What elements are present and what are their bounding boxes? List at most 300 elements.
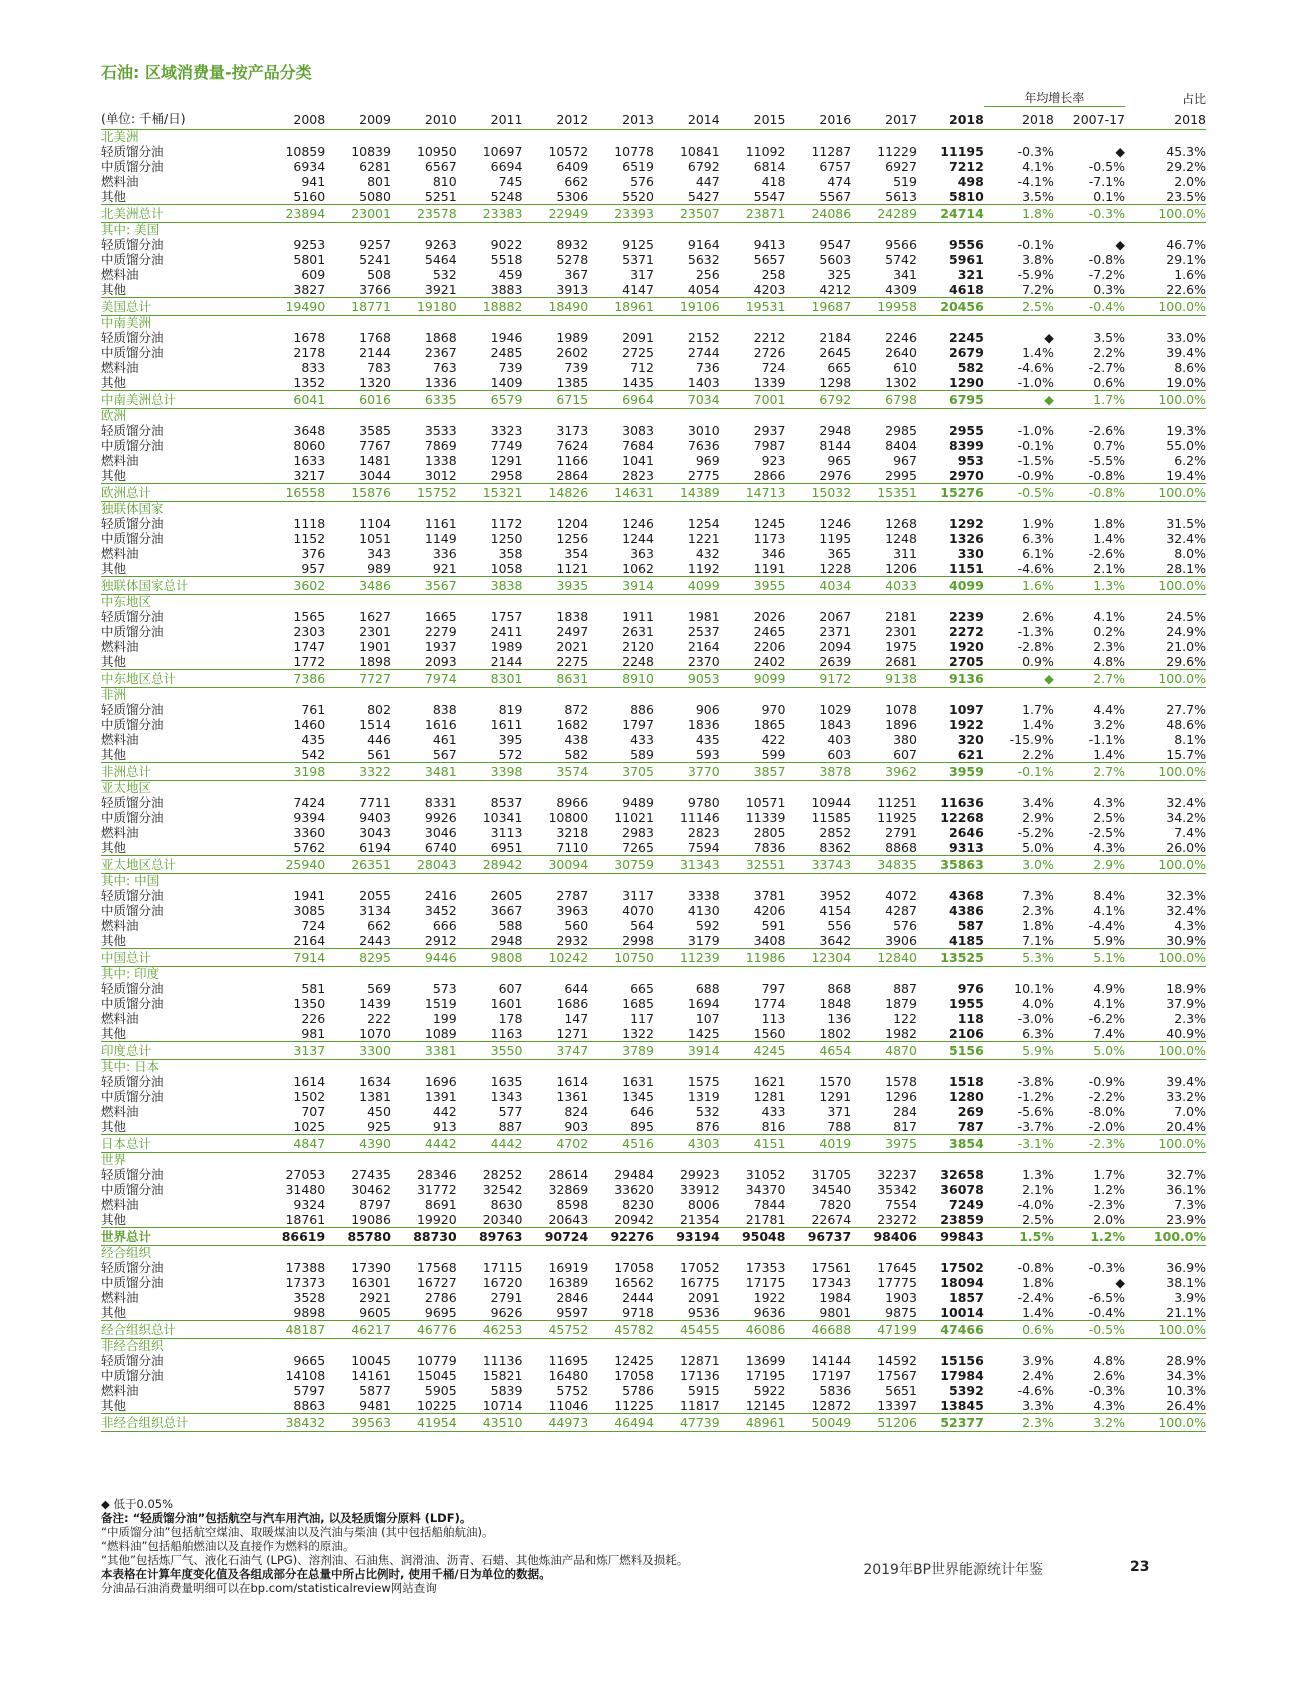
value-cell: 2367 <box>424 345 457 360</box>
growth-2018-cell: -1.3% <box>1017 624 1054 639</box>
value-cell: 1768 <box>359 330 391 345</box>
value-cell: 1322 <box>622 1026 654 1041</box>
value-cell: 592 <box>695 918 720 933</box>
value-cell: 6194 <box>359 840 391 855</box>
share-cell: 28.1% <box>1166 561 1206 576</box>
value-cell: 15821 <box>482 1368 523 1383</box>
product-label: 中质馏分油 <box>101 345 164 360</box>
value-cell: 9695 <box>424 1305 457 1320</box>
value-cell: 3827 <box>293 282 326 297</box>
value-cell: 981 <box>301 1026 326 1041</box>
value-cell: 118 <box>957 1011 984 1026</box>
value-cell: 1292 <box>949 516 984 531</box>
total-value-cell: 30094 <box>522 856 588 874</box>
value-cell: 965 <box>827 453 852 468</box>
value-cell: 2303 <box>293 624 326 639</box>
value-cell: 9566 <box>885 237 917 252</box>
value-cell: 29484 <box>614 1167 654 1182</box>
total-share-cell: 100.0% <box>1125 391 1206 409</box>
total-value-cell: 47466 <box>917 1321 984 1339</box>
value-cell: 1747 <box>293 639 326 654</box>
share-cell: 28.9% <box>1166 1353 1206 1368</box>
total-value-cell: 8301 <box>457 670 523 688</box>
value-cell: 5371 <box>622 252 654 267</box>
value-cell: 1518 <box>949 1074 984 1089</box>
value-cell: 819 <box>498 702 523 717</box>
total-row <box>101 670 1206 688</box>
value-cell: 5762 <box>293 840 326 855</box>
product-label: 轻质馏分油 <box>101 795 164 810</box>
product-label: 轻质馏分油 <box>101 516 164 531</box>
value-cell: 1078 <box>885 702 917 717</box>
table-row <box>101 1368 1206 1383</box>
value-cell: 1460 <box>293 717 326 732</box>
value-cell: 1244 <box>622 531 654 546</box>
value-cell: 1291 <box>490 453 523 468</box>
value-cell: 8362 <box>819 840 852 855</box>
value-cell: 446 <box>367 732 391 747</box>
value-cell: 1946 <box>490 330 523 345</box>
value-cell: 9257 <box>359 237 391 252</box>
total-value-cell: 10242 <box>522 949 588 967</box>
value-cell: 5632 <box>687 252 720 267</box>
total-value-cell: 3854 <box>917 1135 984 1153</box>
total-value-cell: 47739 <box>654 1414 720 1432</box>
value-cell: 833 <box>301 360 326 375</box>
total-row <box>101 298 1206 316</box>
growth-2007-17-cell: -6.5% <box>1088 1290 1126 1305</box>
value-cell: 576 <box>893 918 917 933</box>
total-growth-2018-cell: 1.8% <box>984 205 1054 223</box>
value-cell: 17175 <box>745 1275 786 1290</box>
growth-2007-17-cell: 0.6% <box>1093 375 1126 390</box>
value-cell: 12871 <box>679 1353 720 1368</box>
table-row <box>101 438 1206 453</box>
value-cell: 19086 <box>351 1212 391 1227</box>
total-value-cell: 3770 <box>654 763 720 781</box>
region-label: 中南美洲 <box>101 315 152 330</box>
total-value-cell: 7001 <box>720 391 786 409</box>
value-cell: 923 <box>761 453 786 468</box>
value-cell: 2206 <box>753 639 786 654</box>
share-cell: 45.3% <box>1166 144 1206 159</box>
value-cell: 1320 <box>359 375 391 390</box>
total-value-cell: 3857 <box>720 763 786 781</box>
value-cell: 4070 <box>622 903 654 918</box>
total-value-cell: 23894 <box>252 205 325 223</box>
value-cell: 2465 <box>753 624 786 639</box>
value-cell: 461 <box>432 732 457 747</box>
total-share-cell: 100.0% <box>1125 1042 1206 1060</box>
total-growth-2007-17-cell: -2.3% <box>1054 1135 1125 1153</box>
total-value-cell: 18490 <box>522 298 588 316</box>
total-value-cell: 6016 <box>325 391 391 409</box>
value-cell: 15045 <box>416 1368 457 1383</box>
total-growth-2018-cell: 5.9% <box>984 1042 1054 1060</box>
share-cell: 19.3% <box>1166 423 1206 438</box>
growth-2018-cell: 5.0% <box>1022 840 1054 855</box>
total-growth-2007-17-cell: 3.2% <box>1054 1414 1125 1432</box>
total-value-cell: 3705 <box>588 763 654 781</box>
value-cell: 10045 <box>351 1353 391 1368</box>
share-cell: 8.6% <box>1174 360 1206 375</box>
total-value-cell: 48187 <box>252 1321 325 1339</box>
value-cell: 9253 <box>293 237 326 252</box>
value-cell: 9263 <box>424 237 457 252</box>
growth-2018-cell: -1.0% <box>1017 423 1054 438</box>
share-cell: 10.3% <box>1166 1383 1206 1398</box>
region-label: 其中: 印度 <box>101 966 160 981</box>
value-cell: 2846 <box>556 1290 589 1305</box>
product-label: 燃料油 <box>101 546 139 561</box>
value-cell: 1903 <box>885 1290 917 1305</box>
value-cell: 433 <box>630 732 654 747</box>
total-row <box>101 949 1206 967</box>
value-cell: 761 <box>301 702 326 717</box>
growth-2018-cell: -0.3% <box>1017 144 1054 159</box>
value-cell: 1403 <box>687 375 720 390</box>
value-cell: 447 <box>695 174 720 189</box>
value-cell: 7265 <box>622 840 654 855</box>
value-cell: 1352 <box>293 375 326 390</box>
total-value-cell: 11986 <box>720 949 786 967</box>
total-value-cell: 85780 <box>325 1228 391 1246</box>
value-cell: 607 <box>498 981 523 996</box>
value-cell: 739 <box>498 360 523 375</box>
value-cell: 2602 <box>556 345 589 360</box>
value-cell: 354 <box>564 546 589 561</box>
total-growth-2007-17-cell: 5.1% <box>1054 949 1125 967</box>
total-value-cell: 4034 <box>785 577 851 595</box>
value-cell: 1152 <box>293 531 326 546</box>
value-cell: 1911 <box>622 609 654 624</box>
total-value-cell: 44973 <box>522 1414 588 1432</box>
total-value-cell: 4303 <box>654 1135 720 1153</box>
total-value-cell: 12304 <box>785 949 851 967</box>
total-value-cell: 19687 <box>785 298 851 316</box>
value-cell: 2639 <box>819 654 852 669</box>
growth-2007-17-cell: 3.2% <box>1093 717 1126 732</box>
share-cell: 23.5% <box>1166 189 1206 204</box>
total-value-cell: 98406 <box>851 1228 917 1246</box>
value-cell: 9313 <box>949 840 984 855</box>
value-cell: 9605 <box>359 1305 391 1320</box>
value-cell: 10341 <box>482 810 523 825</box>
value-cell: 941 <box>301 174 326 189</box>
total-value-cell: 45782 <box>588 1321 654 1339</box>
value-cell: 1425 <box>687 1026 720 1041</box>
total-value-cell: 12840 <box>851 949 917 967</box>
value-cell: 569 <box>367 981 391 996</box>
growth-2007-17-cell: 1.7% <box>1093 1167 1126 1182</box>
value-cell: 15156 <box>940 1353 984 1368</box>
value-cell: 27053 <box>285 1167 326 1182</box>
total-value-cell: 33743 <box>785 856 851 874</box>
product-label: 燃料油 <box>101 1011 139 1026</box>
growth-2018-cell: 7.1% <box>1022 933 1054 948</box>
total-value-cell: 19490 <box>252 298 325 316</box>
share-cell: 7.4% <box>1174 825 1206 840</box>
value-cell: 7749 <box>490 438 523 453</box>
value-cell: 1989 <box>556 330 589 345</box>
growth-2018-cell: 2.3% <box>1022 903 1054 918</box>
share-cell: 26.0% <box>1166 840 1206 855</box>
value-cell: 1865 <box>753 717 786 732</box>
share-cell: 30.9% <box>1166 933 1206 948</box>
total-value-cell: 92276 <box>588 1228 654 1246</box>
value-cell: 783 <box>367 360 391 375</box>
value-cell: 3046 <box>424 825 457 840</box>
value-cell: 556 <box>827 918 852 933</box>
total-value-cell: 26351 <box>325 856 391 874</box>
value-cell: 1435 <box>622 375 654 390</box>
product-label: 中质馏分油 <box>101 159 164 174</box>
value-cell: 35342 <box>877 1182 917 1197</box>
value-cell: 2402 <box>753 654 786 669</box>
total-share-cell: 100.0% <box>1125 205 1206 223</box>
value-cell: 7684 <box>622 438 654 453</box>
value-cell: 330 <box>957 546 984 561</box>
value-cell: 2152 <box>687 330 720 345</box>
value-cell: 6757 <box>819 159 852 174</box>
value-cell: 2164 <box>687 639 720 654</box>
total-value-cell: 8295 <box>325 949 391 967</box>
total-value-cell: 18771 <box>325 298 391 316</box>
value-cell: 976 <box>957 981 984 996</box>
total-value-cell: 99843 <box>917 1228 984 1246</box>
growth-2018-cell: -1.0% <box>1017 375 1054 390</box>
value-cell: 450 <box>367 1104 391 1119</box>
value-cell: 136 <box>827 1011 852 1026</box>
value-cell: 1163 <box>490 1026 523 1041</box>
share-cell: 8.1% <box>1174 732 1206 747</box>
value-cell: 433 <box>761 1104 786 1119</box>
value-cell: 432 <box>695 546 720 561</box>
table-row <box>101 1383 1206 1398</box>
value-cell: 3585 <box>359 423 391 438</box>
value-cell: 33620 <box>614 1182 654 1197</box>
growth-2018-cell: -2.8% <box>1017 639 1054 654</box>
value-cell: 117 <box>630 1011 654 1026</box>
share-cell: 31.5% <box>1166 516 1206 531</box>
value-cell: 12425 <box>614 1353 654 1368</box>
product-label: 轻质馏分油 <box>101 237 164 252</box>
table-row <box>101 996 1206 1011</box>
value-cell: 913 <box>432 1119 457 1134</box>
total-row <box>101 484 1206 502</box>
total-value-cell: 14389 <box>654 484 720 502</box>
value-cell: 3113 <box>490 825 523 840</box>
value-cell: 1206 <box>885 561 917 576</box>
value-cell: 2279 <box>424 624 457 639</box>
value-cell: 2705 <box>949 654 984 669</box>
share-cell: 38.1% <box>1166 1275 1206 1290</box>
value-cell: 11229 <box>877 144 917 159</box>
growth-2007-17-cell: 4.3% <box>1093 795 1126 810</box>
total-value-cell: 5156 <box>917 1042 984 1060</box>
region-header-row <box>101 502 1206 517</box>
value-cell: 603 <box>827 747 852 762</box>
product-label: 其他 <box>101 840 127 855</box>
value-cell: 1843 <box>819 717 852 732</box>
value-cell: 2976 <box>819 468 852 483</box>
total-label: 独联体国家总计 <box>101 577 252 595</box>
value-cell: 1025 <box>293 1119 326 1134</box>
value-cell: 872 <box>564 702 589 717</box>
growth-2018-cell: 6.3% <box>1022 531 1054 546</box>
value-cell: 11046 <box>548 1398 589 1413</box>
value-cell: 7424 <box>293 795 326 810</box>
year-header: 2016 <box>785 107 851 130</box>
value-cell: 33912 <box>679 1182 720 1197</box>
total-value-cell: 15351 <box>851 484 917 502</box>
value-cell: 9875 <box>885 1305 917 1320</box>
value-cell: 8230 <box>622 1197 654 1212</box>
growth-2007-17-cell: 4.1% <box>1093 996 1126 1011</box>
total-share-cell: 100.0% <box>1125 577 1206 595</box>
share-cell: 39.4% <box>1166 1074 1206 1089</box>
total-value-cell: 90724 <box>522 1228 588 1246</box>
value-cell: 31480 <box>285 1182 326 1197</box>
value-cell: 3044 <box>359 468 391 483</box>
value-cell: 17984 <box>940 1368 984 1383</box>
value-cell: 970 <box>761 702 786 717</box>
value-cell: 5839 <box>490 1383 523 1398</box>
region-label: 其中: 日本 <box>101 1059 160 1074</box>
value-cell: 1633 <box>293 453 326 468</box>
growth-2007-17-cell: 4.8% <box>1093 1353 1126 1368</box>
value-cell: 11021 <box>614 810 654 825</box>
growth-2018-cell: -0.9% <box>1017 468 1054 483</box>
table-row <box>101 903 1206 918</box>
value-cell: 9536 <box>687 1305 720 1320</box>
total-value-cell: 35863 <box>917 856 984 874</box>
value-cell: 1319 <box>687 1089 720 1104</box>
product-label: 轻质馏分油 <box>101 981 164 996</box>
share-2018-header: 2018 <box>1125 107 1206 130</box>
total-value-cell: 89763 <box>457 1228 523 1246</box>
growth-2007-17-cell: -2.6% <box>1088 546 1126 561</box>
total-share-cell: 100.0% <box>1125 1321 1206 1339</box>
value-cell: 5547 <box>753 189 786 204</box>
value-cell: 18761 <box>285 1212 326 1227</box>
total-value-cell: 19531 <box>720 298 786 316</box>
value-cell: 2786 <box>424 1290 457 1305</box>
value-cell: 2248 <box>622 654 654 669</box>
growth-2007-17-cell: 4.4% <box>1093 702 1126 717</box>
value-cell: 736 <box>695 360 720 375</box>
value-cell: 3117 <box>622 888 654 903</box>
value-cell: 2970 <box>949 468 984 483</box>
value-cell: 4212 <box>819 282 852 297</box>
growth-2018-cell: -5.9% <box>1017 267 1054 282</box>
note-line: ◆ 低于0.05% <box>101 1497 174 1511</box>
value-cell: 5248 <box>490 189 523 204</box>
value-cell: 2983 <box>622 825 654 840</box>
share-cell: 37.9% <box>1166 996 1206 1011</box>
value-cell: 644 <box>564 981 589 996</box>
total-growth-2018-cell: -3.1% <box>984 1135 1054 1153</box>
value-cell: 14144 <box>811 1353 852 1368</box>
table-row <box>101 267 1206 282</box>
value-cell: 2144 <box>490 654 523 669</box>
total-value-cell: 95048 <box>720 1228 786 1246</box>
value-cell: 226 <box>301 1011 326 1026</box>
table-row <box>101 933 1206 949</box>
product-label: 燃料油 <box>101 639 139 654</box>
value-cell: 1838 <box>556 609 589 624</box>
total-value-cell: 41954 <box>391 1414 457 1432</box>
growth-2018-cell: 2.9% <box>1022 810 1054 825</box>
value-cell: 9597 <box>556 1305 589 1320</box>
table-row <box>101 1197 1206 1212</box>
value-cell: 810 <box>432 174 457 189</box>
value-cell: 5464 <box>424 252 457 267</box>
value-cell: 29923 <box>679 1167 720 1182</box>
value-cell: 258 <box>761 267 786 282</box>
growth-2018-cell: 0.9% <box>1022 654 1054 669</box>
total-value-cell: 50049 <box>785 1414 851 1432</box>
value-cell: 10779 <box>416 1353 457 1368</box>
value-cell: 3360 <box>293 825 326 840</box>
value-cell: 2744 <box>687 345 720 360</box>
share-cell: 21.0% <box>1166 639 1206 654</box>
value-cell: 21781 <box>745 1212 786 1227</box>
value-cell: 2646 <box>949 825 984 840</box>
product-label: 轻质馏分油 <box>101 144 164 159</box>
total-growth-2018-cell: 1.5% <box>984 1228 1054 1246</box>
total-value-cell: 96737 <box>785 1228 851 1246</box>
growth-2007-17-cell: 4.1% <box>1093 903 1126 918</box>
value-cell: 581 <box>301 981 326 996</box>
value-cell: 4054 <box>687 282 720 297</box>
growth-2018-cell: 1.4% <box>1022 1305 1054 1320</box>
value-cell: 9164 <box>687 237 720 252</box>
total-value-cell: 4099 <box>654 577 720 595</box>
value-cell: 3012 <box>424 468 457 483</box>
product-label: 燃料油 <box>101 360 139 375</box>
product-label: 轻质馏分油 <box>101 423 164 438</box>
value-cell: 589 <box>630 747 654 762</box>
value-cell: 2995 <box>885 468 917 483</box>
value-cell: 587 <box>957 918 984 933</box>
total-value-cell: 3322 <box>325 763 391 781</box>
value-cell: 1250 <box>490 531 523 546</box>
value-cell: 5427 <box>687 189 720 204</box>
share-cell: 24.5% <box>1166 609 1206 624</box>
value-cell: 1686 <box>556 996 589 1011</box>
value-cell: 311 <box>893 546 917 561</box>
value-cell: 1191 <box>753 561 786 576</box>
value-cell: 1774 <box>753 996 786 1011</box>
value-cell: 14161 <box>351 1368 391 1383</box>
value-cell: 11925 <box>877 810 917 825</box>
value-cell: 199 <box>432 1011 457 1026</box>
note-line: “其他”包括炼厂气、液化石油气 (LPG)、溶剂油、石油焦、润滑油、沥青、石蜡、其他炼油产品和炼厂燃料及损耗。 <box>101 1553 689 1567</box>
value-cell: 442 <box>432 1104 457 1119</box>
value-cell: 10697 <box>482 144 523 159</box>
value-cell: 2091 <box>687 1290 720 1305</box>
share-cell: 40.9% <box>1166 1026 1206 1041</box>
table-row <box>101 981 1206 996</box>
value-cell: 31705 <box>811 1167 852 1182</box>
product-label: 燃料油 <box>101 732 139 747</box>
value-cell: 435 <box>301 732 326 747</box>
value-cell: 34540 <box>811 1182 852 1197</box>
value-cell: 4185 <box>949 933 984 948</box>
share-cell: 32.7% <box>1166 1167 1206 1182</box>
value-cell: 6927 <box>885 159 917 174</box>
